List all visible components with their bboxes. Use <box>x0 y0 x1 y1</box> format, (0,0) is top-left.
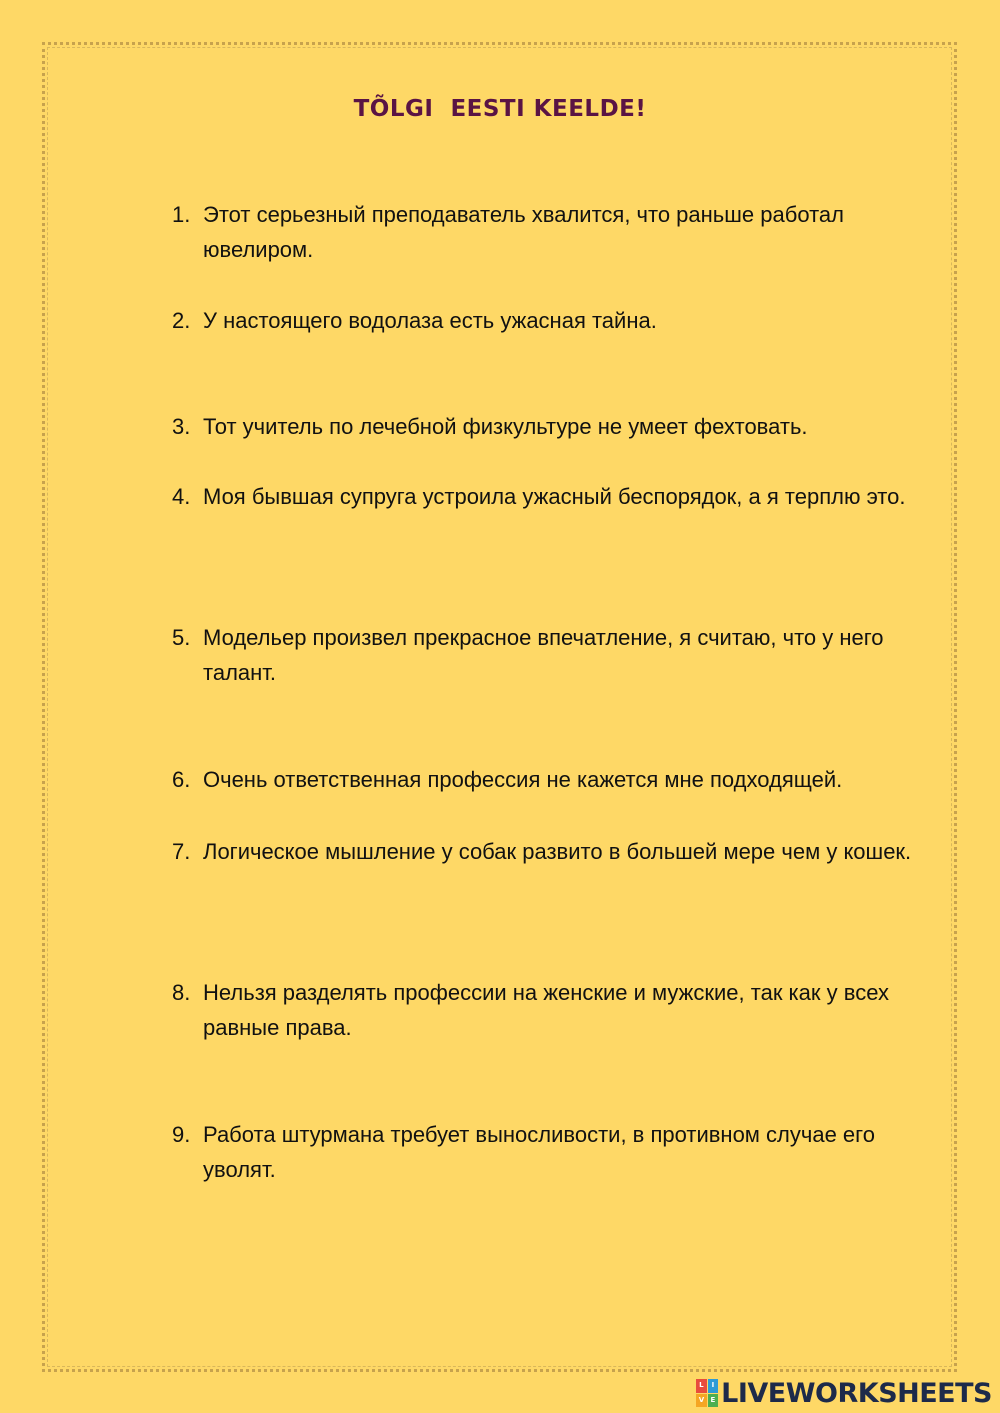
list-item <box>172 834 922 869</box>
item-text: Очень ответственная профессия не кажется мне подходящей. <box>203 767 843 792</box>
item-text: Логическое мышление у собак развито в большей мере чем у кошек. <box>203 839 912 864</box>
logo-icon-letter: L <box>696 1379 707 1393</box>
item-text: Этот серьезный преподаватель хвалится, что раньше работал ювелиром. <box>203 202 844 262</box>
list-item <box>172 197 922 267</box>
item-number: 7. <box>172 839 191 864</box>
item-number: 5. <box>172 625 191 650</box>
list-item <box>172 1117 922 1187</box>
item-text: Работа штурмана требует выносливости, в противном случае его уволят. <box>203 1122 875 1182</box>
item-text: Тот учитель по лечебной физкультуре не умеет фехтовать. <box>203 414 808 439</box>
liveworksheets-icon <box>696 1379 718 1407</box>
item-number: 2. <box>172 308 191 333</box>
liveworksheets-logo <box>696 1375 992 1411</box>
item-text: Модельер произвел прекрасное впечатление, я считаю, что у него талант. <box>203 625 884 685</box>
list-item <box>172 620 922 690</box>
item-text: Моя бывшая супруга устроила ужасный беспорядок, а я терплю это. <box>203 484 906 509</box>
list-item <box>172 303 922 338</box>
item-text: У настоящего водолаза есть ужасная тайна. <box>203 308 657 333</box>
list-item <box>172 409 922 444</box>
item-number: 9. <box>172 1122 191 1147</box>
item-number: 8. <box>172 980 191 1005</box>
logo-icon-letter: E <box>708 1394 719 1408</box>
list-item <box>172 479 922 514</box>
item-number: 1. <box>172 202 191 227</box>
logo-text: LIVEWORKSHEETS <box>721 1377 992 1409</box>
item-number: 6. <box>172 767 191 792</box>
list-item <box>172 975 922 1045</box>
logo-icon-letter: V <box>696 1394 707 1408</box>
item-number: 3. <box>172 414 191 439</box>
item-number: 4. <box>172 484 191 509</box>
worksheet-title: TÕLGI EESTI KEELDE! <box>353 96 647 122</box>
item-text: Нельзя разделять профессии на женские и мужские, так как у всех равные права. <box>203 980 889 1040</box>
logo-icon-letter: I <box>708 1379 719 1393</box>
list-item <box>172 762 922 797</box>
